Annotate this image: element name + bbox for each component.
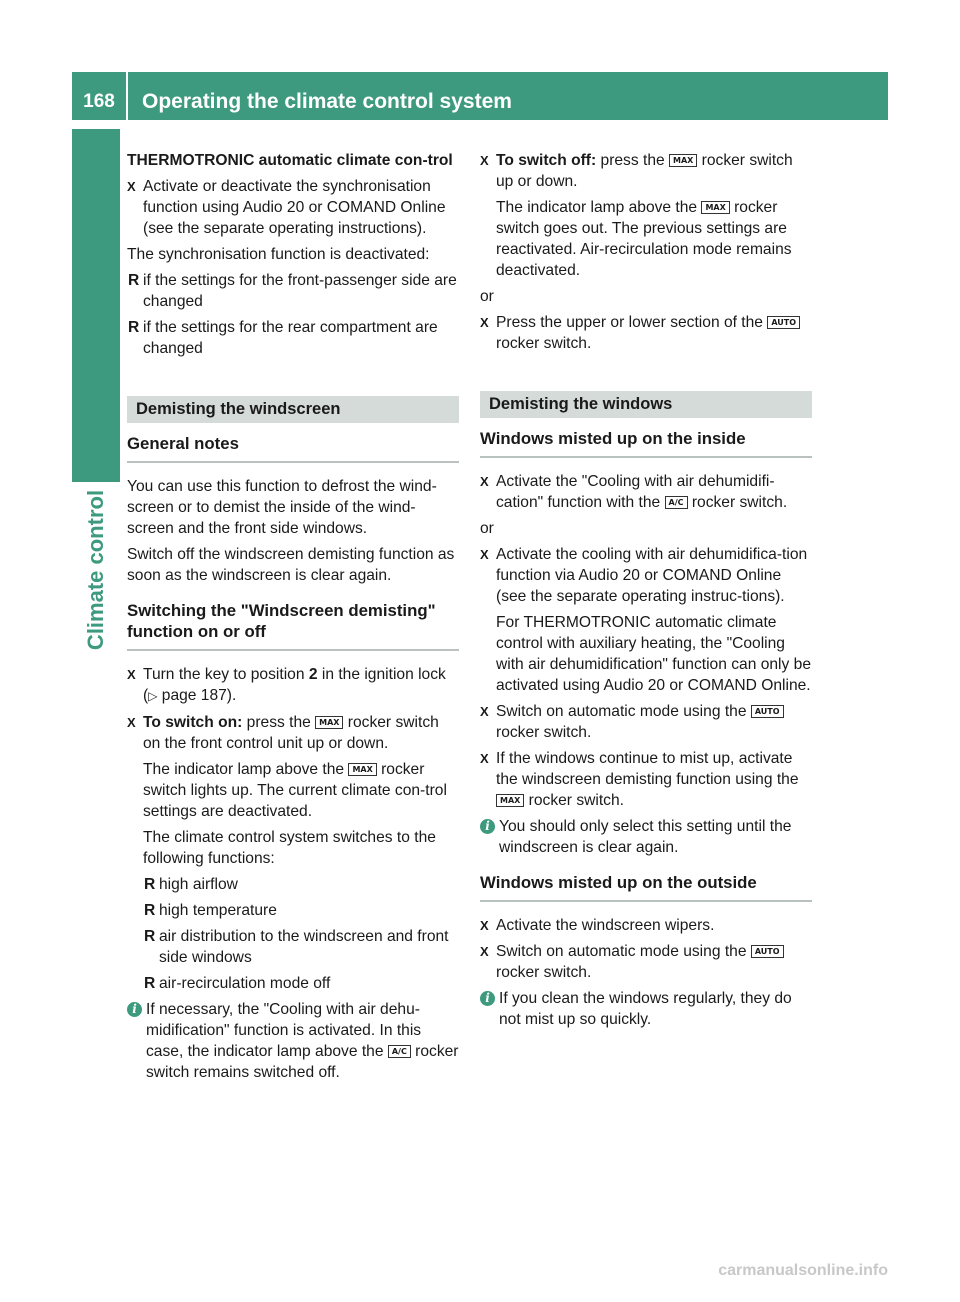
bullet-icon: R: [128, 319, 140, 336]
max-defrost-icon: MAX: [669, 154, 697, 167]
inside-step: X If the windows continue to mist up, activate the windscreen demisting function using the MAX rocker switch.: [480, 750, 799, 809]
step-ignition: X Turn the key to position 2 in the ignition lock (▷ page 187).: [127, 666, 446, 704]
max-defrost-icon: MAX: [701, 201, 729, 214]
subsection-heading: Windows misted up on the inside: [480, 428, 812, 458]
sync-step: X Activate or deactivate the synchronisation function using Audio 20 or COMAND Online (see the separate operating instructions).: [127, 178, 446, 237]
outside-step: X Activate the windscreen wipers.: [480, 917, 715, 934]
chapter-label: Climate control: [83, 489, 108, 651]
max-defrost-icon: MAX: [496, 794, 524, 807]
list-item: R high temperature: [144, 902, 277, 919]
step-arrow-icon: X: [480, 944, 489, 959]
info-note: i If necessary, the "Cooling with air dehu-midification" function is activated. In this case, the indicator lamp above the A/C rocker switch remains switched off.: [127, 999, 459, 1083]
section-heading: Demisting the windscreen: [127, 396, 459, 423]
section-heading: Demisting the windows: [480, 391, 812, 418]
info-icon: i: [480, 819, 495, 834]
info-note: i You should only select this setting until the windscreen is clear again.: [480, 816, 812, 858]
or-text: or: [480, 288, 494, 305]
bullet-icon: R: [144, 902, 156, 919]
max-defrost-icon: MAX: [348, 763, 376, 776]
paragraph: You can use this function to defrost the wind-screen or to demist the inside of the wind-screen and the front side windows.: [127, 478, 437, 537]
right-column: [480, 150, 812, 1035]
deactivated-intro: The synchronisation function is deactivated:: [127, 246, 430, 263]
page-reference-link[interactable]: page 187).: [157, 687, 237, 704]
step-arrow-icon: X: [127, 715, 136, 730]
inside-step: X Activate the cooling with air dehumidifica-tion function via Audio 20 or COMAND Online (see the separate operating instruc-tions).: [480, 546, 808, 605]
outside-step: X Switch on automatic mode using the AUTO rocker switch.: [480, 941, 812, 983]
page-ref-arrow-icon: ▷: [148, 689, 158, 703]
paragraph: The indicator lamp above the MAX rocker switch goes out. The previous settings are reactivated. Air-recirculation mode remains deactivated.: [496, 199, 792, 279]
step-arrow-icon: X: [127, 667, 136, 682]
bullet-icon: R: [144, 975, 156, 992]
step-arrow-icon: X: [480, 153, 489, 168]
list-item: R air-recirculation mode off: [144, 975, 331, 992]
bullet-icon: R: [144, 928, 156, 945]
left-column: [127, 150, 459, 1088]
step-switch-off: X To switch off: press the MAX rocker switch up or down.: [480, 152, 793, 190]
side-tab-block: [72, 129, 120, 482]
header-divider: [126, 72, 128, 120]
page-number: 168: [83, 91, 115, 112]
list-item: R air distribution to the windscreen and front side windows: [144, 928, 449, 966]
step-arrow-icon: X: [480, 547, 489, 562]
bullet-icon: R: [128, 272, 140, 289]
inside-step: X Activate the "Cooling with air dehumidifi-cation" function with the A/C rocker switch.: [480, 473, 788, 511]
auto-icon: AUTO: [767, 316, 800, 329]
step-arrow-icon: X: [480, 751, 489, 766]
ac-icon: A/C: [388, 1045, 411, 1058]
info-icon: i: [127, 1002, 142, 1017]
ac-icon: A/C: [665, 496, 688, 509]
list-item: R if the settings for the rear compartment are changed: [128, 319, 438, 357]
step-press: X Press the upper or lower section of the AUTO rocker switch.: [480, 312, 812, 354]
subsection-heading: Switching the "Windscreen demisting" function on or off: [127, 600, 459, 651]
info-note: i If you clean the windows regularly, they do not mist up so quickly.: [480, 988, 812, 1030]
subsection-heading: General notes: [127, 433, 459, 463]
inside-step: X Switch on automatic mode using the AUTO rocker switch.: [480, 701, 812, 743]
step-arrow-icon: X: [480, 918, 489, 933]
step-arrow-icon: X: [480, 704, 489, 719]
auto-icon: AUTO: [751, 945, 784, 958]
auto-icon: AUTO: [751, 705, 784, 718]
step-arrow-icon: X: [480, 315, 489, 330]
watermark: carmanualsonline.info: [718, 1262, 888, 1279]
step-arrow-icon: X: [480, 474, 489, 489]
page-title: Operating the climate control system: [142, 90, 512, 113]
list-item: R high airflow: [144, 876, 238, 893]
or-text: or: [480, 520, 494, 537]
info-icon: i: [480, 991, 495, 1006]
list-item: R if the settings for the front-passenger side are changed: [128, 272, 457, 310]
paragraph: The indicator lamp above the MAX rocker switch lights up. The current climate con-trol settings are deactivated.: [143, 761, 447, 820]
paragraph: Switch off the windscreen demisting function as soon as the windscreen is clear again.: [127, 546, 455, 584]
bullet-icon: R: [144, 876, 156, 893]
subsection-heading: Windows misted up on the outside: [480, 872, 812, 902]
max-defrost-icon: MAX: [315, 716, 343, 729]
paragraph: The climate control system switches to the following functions:: [143, 829, 436, 867]
intro-heading: THERMOTRONIC automatic climate con-trol: [127, 152, 453, 169]
step-arrow-icon: X: [127, 179, 136, 194]
paragraph: For THERMOTRONIC automatic climate control with auxiliary heating, the "Cooling with air dehumidification" function can only be activated using Audio 20 or COMAND Online.: [496, 614, 811, 694]
step-switch-on: X To switch on: press the MAX rocker switch on the front control unit up or down.: [127, 714, 439, 752]
